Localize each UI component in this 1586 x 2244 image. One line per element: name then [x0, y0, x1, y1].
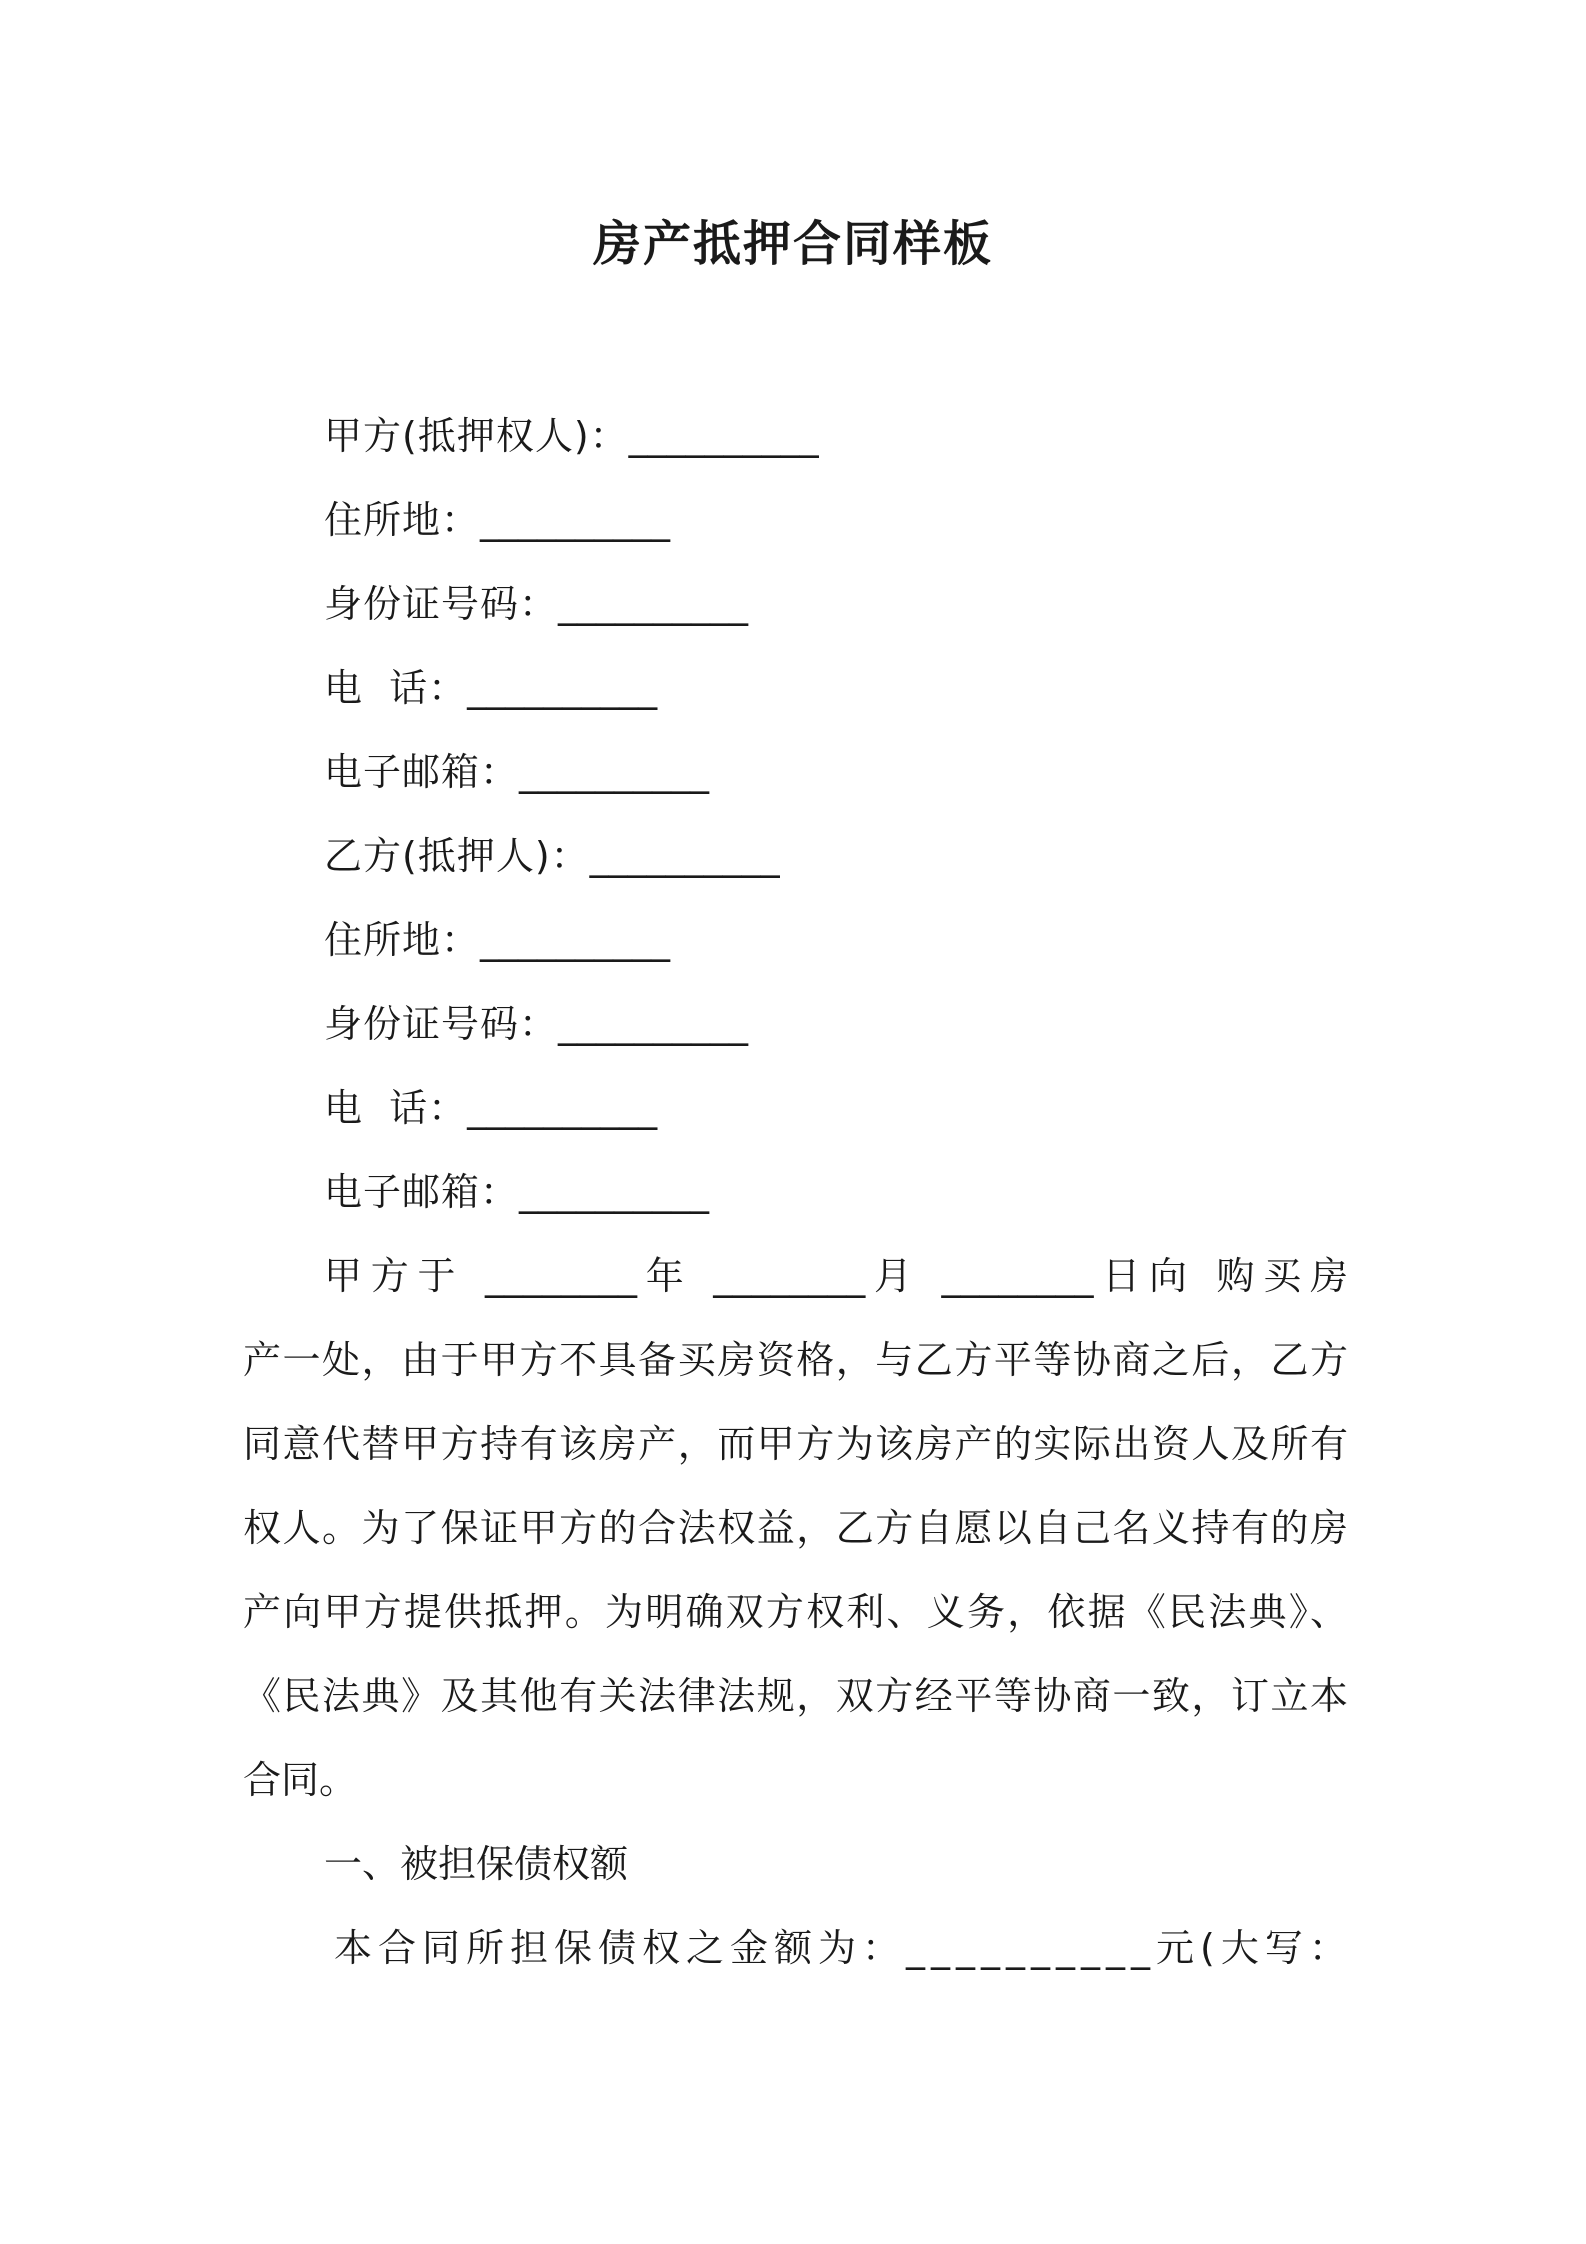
party-a-phone-label: 电 话： — [324, 666, 468, 710]
preamble-line: 合同。 — [243, 1758, 358, 1802]
party-b-address-blank: __________ — [480, 918, 671, 962]
party-b-email-label: 电子邮箱： — [324, 1170, 520, 1214]
party-a-address-field — [324, 494, 670, 546]
party-a-id-blank: __________ — [558, 582, 749, 626]
party-a-email-label: 电子邮箱： — [324, 750, 520, 794]
party-a-id-label: 身份证号码： — [324, 582, 559, 626]
party-b-phone-blank: __________ — [467, 1086, 658, 1130]
party-b-email-field — [324, 1166, 709, 1218]
party-b-address-label: 住所地： — [324, 918, 481, 962]
party-b-id-blank: __________ — [558, 1002, 749, 1046]
party-a-name-label: 甲方(抵押权人)： — [324, 414, 629, 458]
section-heading: 一、被担保债权额 — [324, 1842, 629, 1886]
preamble-line: 产向甲方提供抵押。为明确双方权利、义务，依据《民法典》、 — [243, 1590, 1348, 1634]
party-a-email-blank: __________ — [519, 750, 710, 794]
party-b-phone-field — [324, 1082, 657, 1134]
party-b-phone-label: 电 话： — [324, 1086, 468, 1130]
party-b-id-label: 身份证号码： — [324, 1002, 559, 1046]
party-a-name-field — [324, 410, 819, 462]
document-title: 房产抵押合同样板 — [592, 216, 993, 272]
party-a-id-field — [324, 578, 748, 630]
preamble-line: 同意代替甲方持有该房产，而甲方为该房产的实际出资人及所有 — [243, 1422, 1348, 1466]
party-a-email-field — [324, 746, 709, 798]
party-b-name-label: 乙方(抵押人)： — [324, 834, 590, 878]
party-b-email-blank: __________ — [519, 1170, 710, 1214]
party-b-address-field — [324, 914, 670, 966]
section-body-line: 本合同所担保债权之金额为：__________元(大写： — [334, 1926, 1353, 1970]
party-b-name-field — [324, 830, 780, 882]
preamble-line: 甲方于 ________年 ________月 ________日向 购买房 — [324, 1254, 1348, 1298]
party-a-name-blank: __________ — [628, 414, 819, 458]
party-a-phone-field — [324, 662, 657, 714]
party-a-address-blank: __________ — [480, 498, 671, 542]
preamble-line: 《民法典》及其他有关法律法规，双方经平等协商一致，订立本 — [243, 1674, 1348, 1718]
party-a-address-label: 住所地： — [324, 498, 481, 542]
preamble-line: 权人。为了保证甲方的合法权益，乙方自愿以自己名义持有的房 — [243, 1506, 1348, 1550]
preamble-line: 产一处，由于甲方不具备买房资格，与乙方平等协商之后，乙方 — [243, 1338, 1348, 1382]
party-b-id-field — [324, 998, 748, 1050]
party-a-phone-blank: __________ — [467, 666, 658, 710]
party-b-name-blank: __________ — [589, 834, 780, 878]
